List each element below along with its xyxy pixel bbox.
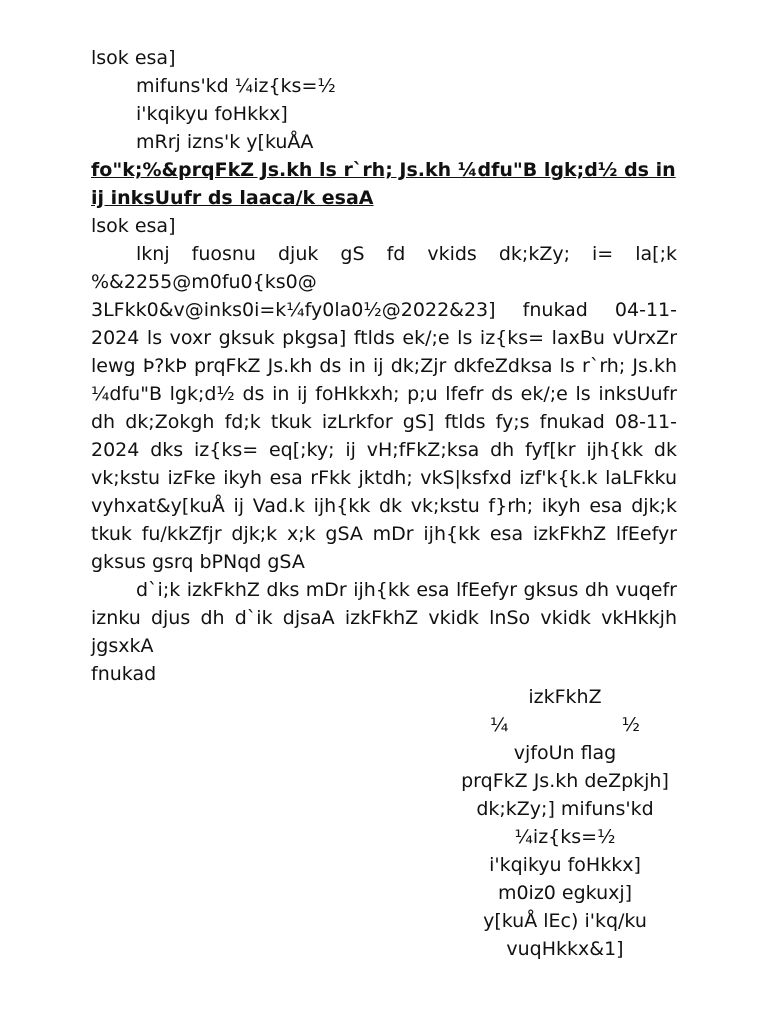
signature-bracket-row [490, 711, 640, 739]
salutation: lsok esa] [91, 47, 176, 69]
signature-line: ¼iz{ks=½ [514, 826, 616, 848]
signature-line: vjfoUn flag [513, 742, 617, 764]
addressee-line: i'kqikyu foHkkx] [136, 103, 288, 125]
signature-line: i'kqikyu foHkkx] [489, 854, 641, 876]
body-paragraph [91, 240, 677, 576]
letter-body [91, 44, 677, 688]
signature-line: y[kuÅ lEc) i'kq/ku [483, 910, 647, 932]
bracket-open: ¼ [490, 714, 509, 736]
addressee-line: mifuns'kd ¼iz{ks=½ [136, 75, 336, 97]
signature-line: m0iz0 egkuxj] [497, 882, 633, 904]
signature-title: izkFkhZ [528, 686, 602, 708]
paragraph-text: lknj fuosnu djuk gS fd vkids dk;kZy; i= la[;k %&2255@m0fu0{ks0@ 3LFkk0&v@inks0i=k¼fy0la0½@2022&23] fnukad 04-11-2024 ls voxr gksuk pkgsa] ftlds ek/;e ls iz{ks= laxBu vUrxZr lewg Þ?kÞ prqFkZ Js.kh ds in ij dk;Zjr dkfeZdksa ls r`rh; Js.kh ¼dfu"B lgk;d½ ds in ij foHkkxh; p;u lfefr ds ek/;e ls inksUufr dh dk;Zokgh fd;k tkuk izLrkfor gS] ftlds fy;s fnukad 08-11-2024 dks iz{ks= eq[;ky; ij vH;fFkZ;ksa dh fyf[kr ijh{kk dk vk;kstu izFke ikyh esa rFkk jktdh; vkS|ksfxd izf'k{k.k laLFkku vyhxat&y[kuÅ ij Vad.k ijh{kk dk vk;kstu f}rh; ikyh esa djk;k tkuk fu/kkZfjr djk;k x;k gSA mDr ijh{kk esa izkFkhZ lfEefyr gksus gsrq bPNqd gSA [91, 243, 677, 573]
signature-line: dk;kZy;] mifuns'kd [476, 798, 654, 820]
signature-line: prqFkZ Js.kh deZpkjh] [461, 770, 669, 792]
paragraph-text: d`i;k izkFkhZ dks mDr ijh{kk esa lfEefyr gksus dh vuqefr iznku djus dh d`ik djsaA izkFkhZ vkidk lnSo vkidk vkHkkjh jgsxkA [91, 579, 677, 657]
second-salutation: lsok esa] [91, 215, 176, 237]
body-paragraph [91, 576, 677, 660]
date-label: fnukad [91, 663, 157, 685]
bracket-close: ½ [621, 714, 640, 736]
signature-line: vuqHkkx&1] [506, 938, 624, 960]
subject-line: fo"k;%&prqFkZ Js.kh ls r`rh; Js.kh ¼dfu"B lgk;d½ ds in ij inksUufr ds laaca/k esaA [91, 159, 676, 209]
addressee-line: mRrj izns'k y[kuÅA [136, 131, 314, 153]
signature-block [440, 683, 690, 963]
